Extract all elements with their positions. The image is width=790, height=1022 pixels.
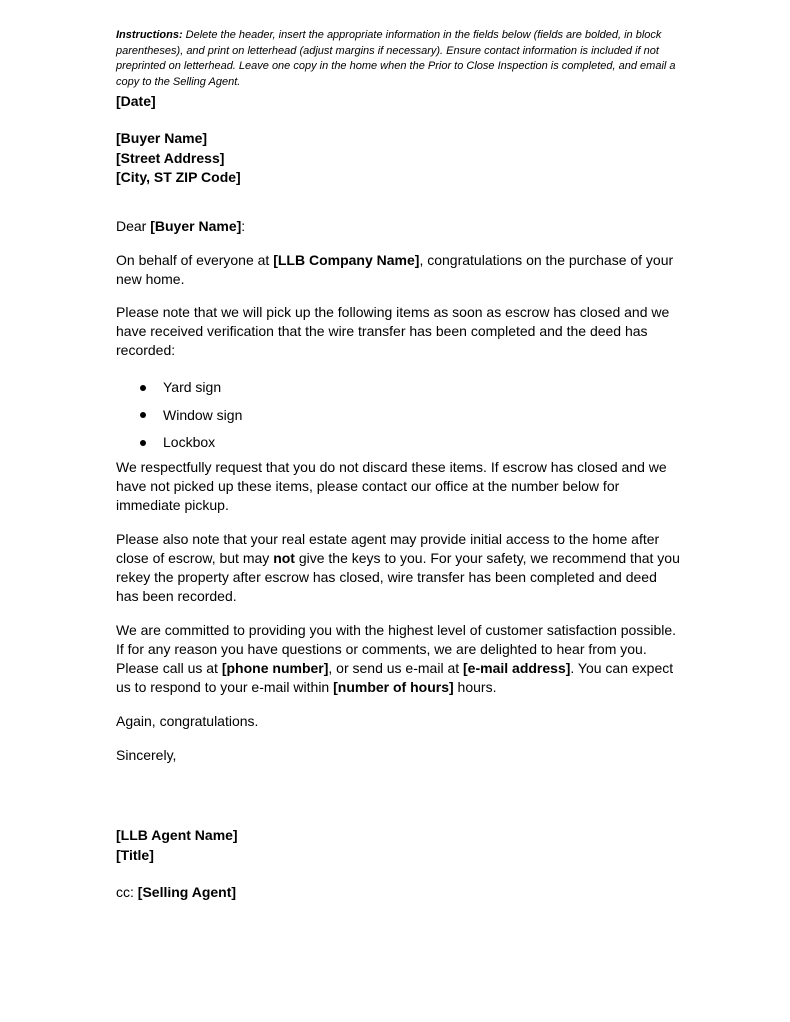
paragraph-contact — [116, 621, 681, 697]
salutation-buyer-name: [Buyer Name] — [150, 217, 242, 234]
para5-text-2: , or send us e-mail at — [328, 660, 464, 677]
title-field: [Title] — [116, 846, 154, 863]
para1-text-before: On behalf of everyone at — [116, 251, 274, 268]
selling-agent-field: [Selling Agent] — [137, 884, 237, 901]
date-field: [Date] — [116, 93, 156, 110]
letter-body — [116, 92, 681, 902]
para5-text-1: We are committed to providing you with the highest level of customer satisfaction possible. If for any reason you have questions or comments, we are delighted to hear from you. Please call us at — [116, 622, 677, 677]
buyer-name-field: [Buyer Name] — [116, 130, 208, 147]
instructions-label: Instructions: — [116, 29, 183, 41]
signature-block — [116, 826, 681, 865]
number-of-hours-field: [number of hours] — [333, 679, 454, 696]
pickup-items-list — [116, 374, 681, 457]
list-item-label: Yard sign — [163, 379, 222, 396]
email-address-field: [e-mail address] — [463, 660, 571, 677]
bullet-icon — [140, 385, 146, 391]
phone-number-field: [phone number] — [221, 660, 329, 677]
recipient-address — [116, 129, 681, 188]
list-item — [116, 401, 681, 429]
agent-name-field: [LLB Agent Name] — [116, 827, 238, 844]
instructions-note — [116, 28, 681, 90]
salutation-prefix: Dear — [116, 217, 151, 234]
cc-line — [116, 883, 681, 902]
para5-text-3: . You can expect us to respond to your e-mail within — [116, 660, 674, 696]
emphasis-not: not — [273, 550, 295, 567]
list-item — [116, 429, 681, 457]
closing-congratulations: Again, congratulations. — [116, 713, 259, 730]
bullet-icon — [140, 440, 146, 446]
paragraph-access-keys — [116, 530, 681, 606]
salutation — [116, 217, 681, 236]
bullet-icon — [140, 412, 146, 418]
para4-text-after: give the keys to you. For your safety, we recommend that you rekey the property after escrow has closed, wire transfer has been completed and deed has been recorded. — [116, 550, 680, 605]
list-item — [116, 374, 681, 402]
closing-sincerely: Sincerely, — [116, 747, 177, 764]
instructions-text: Delete the header, insert the appropriate information in the fields below (fields are bolded, in block parentheses), and print on letterhead (adjust margins if necessary). Ensure contact information is included if not preprinted on letterhead. Leave one copy in the home when the Prior to Close Inspection is completed, and email a copy to the Selling Agent. — [116, 29, 676, 88]
letter-page — [116, 28, 681, 902]
salutation-suffix: : — [241, 217, 246, 234]
paragraph-congratulations — [116, 251, 681, 289]
paragraph-do-not-discard: We respectfully request that you do not discard these items. If escrow has closed and we have not picked up these items, please contact our office at the number below for immediate pickup. — [116, 459, 667, 514]
para1-text-after: , congratulations on the purchase of your new home. — [116, 251, 674, 287]
company-name-field: [LLB Company Name] — [273, 251, 420, 268]
para4-text-before: Please also note that your real estate agent may provide initial access to the home after close of escrow, but may — [116, 531, 660, 567]
list-item-label: Lockbox — [163, 434, 216, 451]
paragraph-pickup-items: Please note that we will pick up the following items as soon as escrow has closed and we have received verification that the wire transfer has been completed and the deed has recorded: — [116, 303, 670, 358]
city-state-zip-field: [City, ST ZIP Code] — [116, 169, 241, 186]
cc-prefix: cc: — [116, 884, 138, 901]
para5-text-4: hours. — [453, 679, 497, 696]
list-item-label: Window sign — [163, 406, 243, 423]
street-address-field: [Street Address] — [116, 149, 225, 166]
